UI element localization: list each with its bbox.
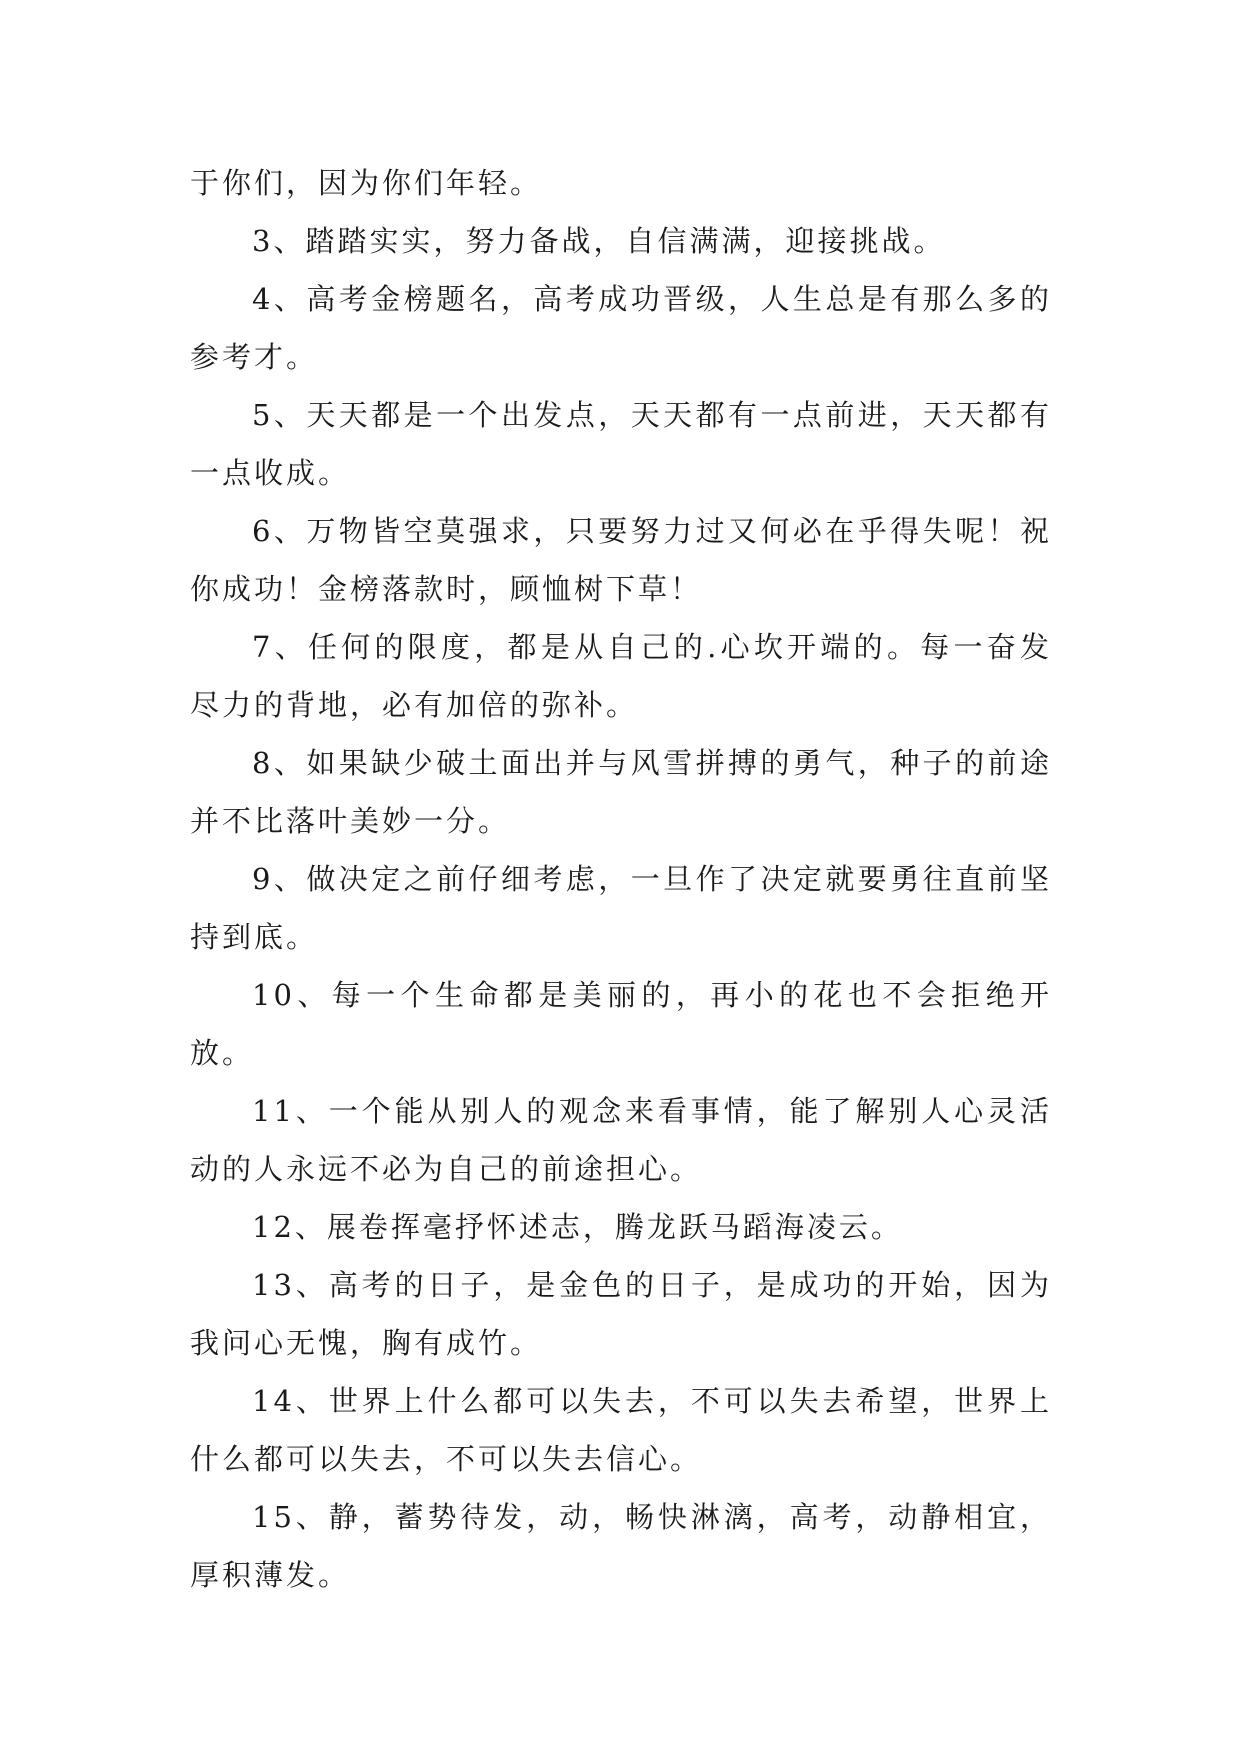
paragraph-15: 15、静，蓄势待发，动，畅快淋漓，高考，动静相宜，厚积薄发。 bbox=[190, 1500, 1052, 1592]
paragraph-3: 3、踏踏实实，努力备战，自信满满，迎接挑战。 bbox=[252, 224, 946, 258]
document-body bbox=[190, 154, 1052, 1604]
paragraph-9: 9、做决定之前仔细考虑，一旦作了决定就要勇往直前坚持到底。 bbox=[190, 862, 1052, 954]
paragraph-12: 12、展卷挥毫抒怀述志，腾龙跃马蹈海凌云。 bbox=[252, 1210, 903, 1244]
paragraph-5: 5、天天都是一个出发点，天天都有一点前进，天天都有一点收成。 bbox=[190, 398, 1052, 490]
paragraph-8: 8、如果缺少破土面出并与风雪拼搏的勇气，种子的前途并不比落叶美妙一分。 bbox=[190, 746, 1052, 838]
paragraph-11: 11、一个能从别人的观念来看事情，能了解别人心灵活动的人永远不必为自己的前途担心。 bbox=[190, 1094, 1052, 1186]
paragraph-13: 13、高考的日子，是金色的日子，是成功的开始，因为我问心无愧，胸有成竹。 bbox=[190, 1268, 1052, 1360]
paragraph-continuation: 于你们，因为你们年轻。 bbox=[190, 166, 543, 200]
paragraph-4: 4、高考金榜题名，高考成功晋级，人生总是有那么多的参考才。 bbox=[190, 282, 1052, 374]
paragraph-7: 7、任何的限度，都是从自己的.心坎开端的。每一奋发尽力的背地，必有加倍的弥补。 bbox=[190, 630, 1052, 722]
paragraph-14: 14、世界上什么都可以失去，不可以失去希望，世界上什么都可以失去，不可以失去信心。 bbox=[190, 1384, 1052, 1476]
paragraph-6: 6、万物皆空莫强求，只要努力过又何必在乎得失呢！祝你成功！金榜落款时，顾恤树下草！ bbox=[190, 514, 1052, 606]
paragraph-10: 10、每一个生命都是美丽的，再小的花也不会拒绝开放。 bbox=[190, 978, 1052, 1070]
